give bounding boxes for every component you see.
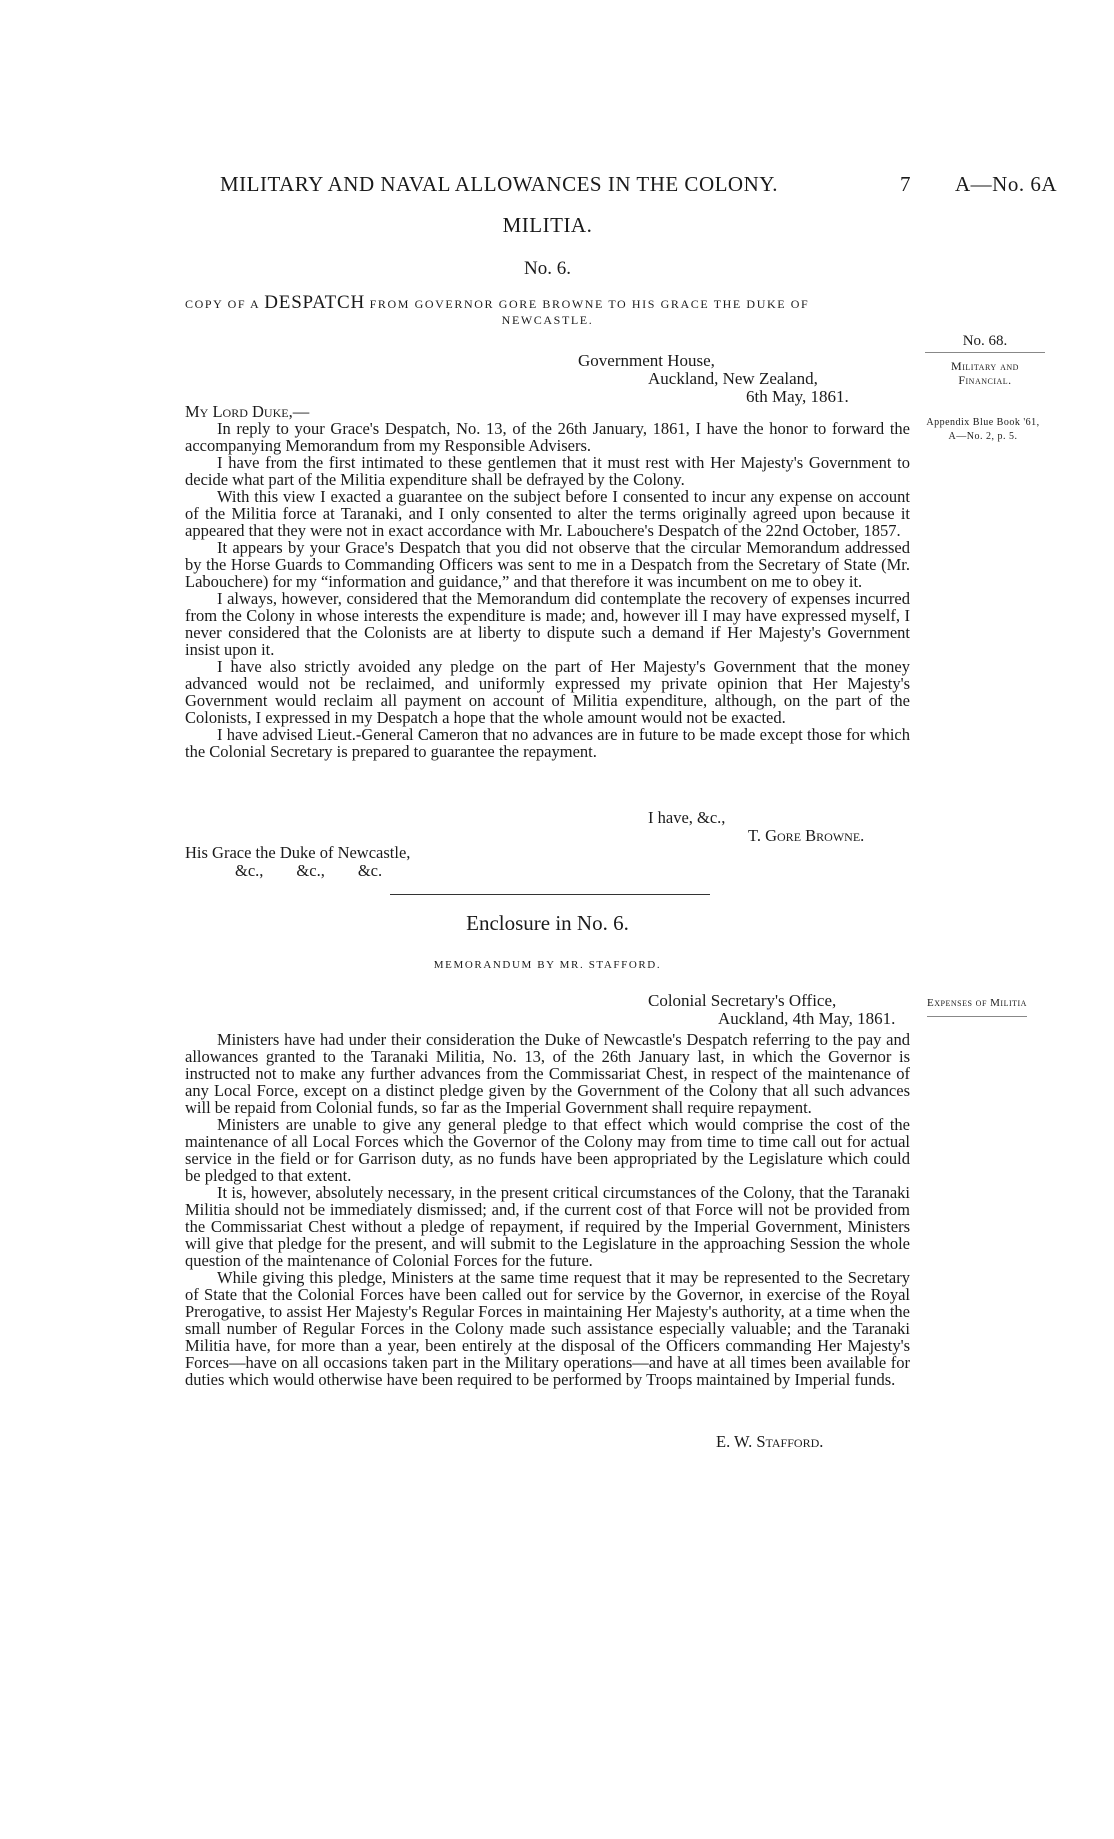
margin-note-number: No. 68. <box>962 333 1008 349</box>
memo-address-line2: Auckland, 4th May, 1861. <box>718 1009 896 1028</box>
memo-paragraph: It is, however, absolutely necessary, in the present critical circumstances of the Colony, that the Taranaki Militia should not be immediately dismissed; and, if the current cost of that Force will not be provided from the Commissariat Chest without a pledge of repayment, if required by the Imperial Government, Ministers will give that pledge for the present, and will submit to the Legislature in the approaching Session the whole question of the maintenance of Colonial Forces for the future. <box>185 1183 910 1270</box>
despatch-paragraph: It appears by your Grace's Despatch that you did not observe that the circular Memorandum addressed by the Horse Guards to Commanding Officers was sent to me in a Despatch from the Secretary of State (Mr. Labouchere) for my “information and guidance,” and that therefore it was incumbent on me to obey it. <box>185 538 910 591</box>
closing: I have, &c., <box>648 808 726 827</box>
despatch-paragraph: In reply to your Grace's Despatch, No. 13, of the 26th January, 1861, I have the honor to forward the accompanying Memorandum from my Responsible Advisers. <box>185 419 910 455</box>
document-number: No. 6. <box>524 258 571 279</box>
margin-note-appendix-line2: A—No. 2, p. 5. <box>948 431 1018 442</box>
salutation: My Lord Duke,— <box>185 402 310 421</box>
memo-heading: MEMORANDUM BY MR. STAFFORD. <box>433 959 662 971</box>
signature-governor: T. Gore Browne. <box>748 826 865 845</box>
addressee-line2: &c., &c., &c. <box>235 861 383 880</box>
margin-note-appendix <box>908 416 1058 444</box>
memo-paragraph: While giving this pledge, Ministers at the same time request that it may be represented to the Secretary of State that the Colonial Forces have been called out for service by the Governor, in exercise of the Royal Prerogative, to assist Her Majesty's Regular Forces in maintaining Her Majesty's authority, at a time when the small number of Regular Forces in the Colony made such assistance especially valuable; and the Taranaki Militia have, for more than a year, been entirely at the disposal of the Officers commanding Her Majesty's Forces—have on all occasions taken part in the Military operations—and have at all times been available for duties which would otherwise have been required to be performed by Troops maintained by Imperial funds. <box>185 1268 910 1389</box>
margin-note-military <box>925 334 1045 387</box>
despatch-address-line1: Government House, <box>578 351 715 370</box>
page-number: 7 <box>900 172 911 196</box>
heading-rest: FROM GOVERNOR GORE BROWNE TO HIS GRACE THE DUKE OF <box>369 297 810 311</box>
despatch-paragraph: I have also strictly avoided any pledge on the part of Her Majesty's Government that the money advanced would not be reclaimed, and uniformly expressed my private opinion that Her Majesty's Government would reclaim all payment on account of Militia expenditure, although, on the part of the Colonists, I expressed in my Despatch a hope that the whole amount would not be exacted. <box>185 657 910 727</box>
despatch-heading <box>185 294 910 313</box>
despatch-body <box>185 403 910 760</box>
signature-stafford: E. W. Stafford. <box>716 1432 824 1451</box>
section-divider <box>390 894 710 895</box>
memo-paragraph: Ministers are unable to give any general pledge to that effect which would comprise the cost of the maintenance of all Local Forces which the Governor of the Colony may from time to time call out for actual service in the field or for Garrison duty, as no funds have been appropriated by the Legislature which could be pledged to that extent. <box>185 1115 910 1185</box>
memo-address-line1: Colonial Secretary's Office, <box>648 991 837 1010</box>
despatch-paragraph: I have from the first intimated to these gentlemen that it must rest with Her Majesty's Government to decide what part of the Militia expenditure shall be defrayed by the Colony. <box>185 453 910 489</box>
heading-despatch: DESPATCH <box>264 292 365 313</box>
margin-note-appendix-line1: Appendix Blue Book '61, <box>926 417 1040 428</box>
despatch-paragraph: I always, however, considered that the Memorandum did contemplate the recovery of expenses incurred from the Colony in whose interests the expenditure is made; and, however ill I may have expressed myself, I never considered that the Colonists are at liberty to dispute such a demand if Her Majesty's Government insist upon it. <box>185 589 910 659</box>
despatch-paragraph: With this view I exacted a guarantee on the subject before I consented to incur any expense on account of the Militia force at Taranaki, and I only consented to alter the terms originally agreed upon because it appeared that they were not in exact accordance with Mr. Labouchere's Despatch of the 22nd October, 1857. <box>185 487 910 540</box>
heading-lead: COPY OF A <box>185 297 260 311</box>
despatch-paragraph: I have advised Lieut.-General Cameron that no advances are in future to be made except those for which the Colonial Secretary is prepared to guarantee the repayment. <box>185 725 910 761</box>
section-title: MILITIA. <box>502 213 593 237</box>
enclosure-title: Enclosure in No. 6. <box>466 911 629 935</box>
margin-rule <box>927 1016 1027 1017</box>
despatch-address-line3: 6th May, 1861. <box>746 387 849 406</box>
paper-reference: A—No. 6A <box>955 172 1057 196</box>
despatch-heading-line2: NEWCASTLE. <box>501 313 594 327</box>
margin-rule <box>925 352 1045 353</box>
memo-body <box>185 1031 910 1388</box>
addressee-line1: His Grace the Duke of Newcastle, <box>185 843 411 862</box>
despatch-address-line2: Auckland, New Zealand, <box>648 369 818 388</box>
margin-note-category: Military and Financial. <box>951 359 1019 387</box>
running-head-title: MILITARY AND NAVAL ALLOWANCES IN THE COLONY. <box>220 172 778 196</box>
margin-note-expenses-label: Expenses of Militia <box>927 997 1027 1009</box>
memo-paragraph: Ministers have had under their consideration the Duke of Newcastle's Despatch referring to the pay and allowances granted to the Taranaki Militia, No. 13, of the 26th January last, in which the Governor is instructed not to make any further advances from the Commissariat Chest, in respect of the maintenance of any Local Force, except on a distinct pledge given by the Government of the Colony that all such advances will be repaid from Colonial funds, so far as the Imperial Government shall require repayment. <box>185 1030 910 1117</box>
margin-note-expenses <box>907 996 1047 1017</box>
